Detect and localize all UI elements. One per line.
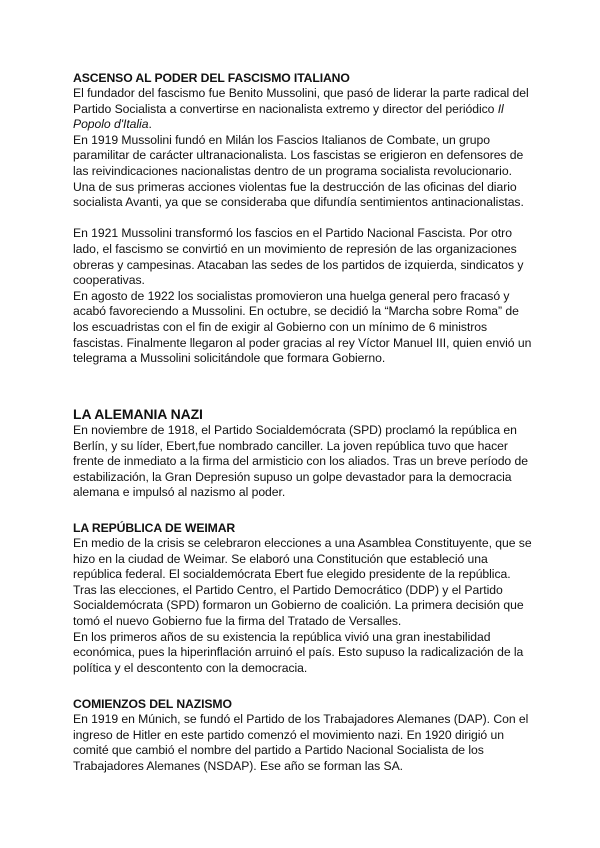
- section-alemania-nazi: [73, 406, 533, 501]
- newspaper-title: Il Popolo d'Italia: [73, 101, 504, 132]
- paragraph: En 1919 en Múnich, se fundó el Partido de los Trabajadores Alemanes (DAP). Con el ingreso de Hitler en este partido comenzó el movimiento nazi. En 1920 dirigió un comité que cambió el nombre del partido a Partido Nacional Socialista de los Trabajadores Alemanes (NSDAP). Ese año se forman las SA.: [73, 712, 529, 773]
- paragraph: En los primeros años de su existencia la república vivió una gran inestabilidad económica, pues la hiperinflación arruinó el país. Esto supuso la radicalización de la política y el descontento con la democracia.: [73, 629, 524, 675]
- heading-republica-weimar: LA REPÚBLICA DE WEIMAR: [73, 521, 236, 535]
- paragraph-text: El fundador del fascismo fue Benito Mussolini, que pasó de liderar la parte radical del Partido Socialista a convertirse en nacionalista extremo y director del periódico: [73, 86, 529, 116]
- heading-fascismo-italiano: ASCENSO AL PODER DEL FASCISMO ITALIANO: [73, 71, 350, 85]
- section-comienzos-nazismo: [73, 696, 533, 774]
- paragraph: En agosto de 1922 los socialistas promovieron una huelga general pero fracasó y acabó favoreciendo a Mussolini. En octubre, se decidió la “Marcha sobre Roma” de los escuadristas con el fin de exigir al Gobierno con un mínimo de 6 ministros fascistas. Finalmente llegaron al poder gracias al rey Víctor Manuel III, quien envió un telegrama a Mussolini solicitándole que formara Gobierno.: [73, 288, 532, 366]
- paragraph: En medio de la crisis se celebraron elecciones a una Asamblea Constituyente, que se hizo en la ciudad de Weimar. Se elaboró una Constitución que estableció una república federal. El socialdemócrata Ebert fue elegido presidente de la república. Tras las elecciones, el Partido Centro, el Partido Democrático (DDP) y el Partido Socialdemócrata (SPD) formaron un Gobierno de coalición. La primera decisión que tomó el nuevo Gobierno fue la firma del Tratado de Versalles.: [73, 536, 532, 628]
- heading-comienzos-nazismo: COMIENZOS DEL NAZISMO: [73, 697, 232, 711]
- paragraph: [73, 86, 533, 133]
- section-fascismo-italiano: [73, 70, 533, 367]
- heading-alemania-nazi: LA ALEMANIA NAZI: [73, 406, 203, 422]
- paragraph: En 1921 Mussolini transformó los fascios en el Partido Nacional Fascista. Por otro lado, el fascismo se convirtió en un movimiento de represión de las organizaciones obreras y campesinas. Atacaban las sedes de los partidos de izquierda, sindicatos y cooperativas.: [73, 226, 524, 288]
- paragraph: En 1919 Mussolini fundó en Milán los Fascios Italianos de Combate, un grupo paramilitar de carácter ultranacionalista. Los fascistas se erigieron en defensores de las reivindicaciones nacionalistas dentro de un programa socialista revolucionario. Una de sus primeras acciones violentas fue la destrucción de las oficinas del diario socialista Avanti, ya que se consideraba que difundía sentimientos antinacionalistas.: [73, 132, 524, 210]
- paragraph-end: .: [148, 117, 152, 132]
- paragraph: En noviembre de 1918, el Partido Socialdemócrata (SPD) proclamó la república en Berlín, y su líder, Ebert,fue nombrado canciller. La joven república tuvo que hacer frente de inmediato a la firma del armisticio con los aliados. Tras un breve período de estabilización, la Gran Depresión supuso un golpe devastador para la democracia alemana e impulsó al nazismo al poder.: [73, 423, 528, 500]
- section-republica-weimar: [73, 520, 533, 676]
